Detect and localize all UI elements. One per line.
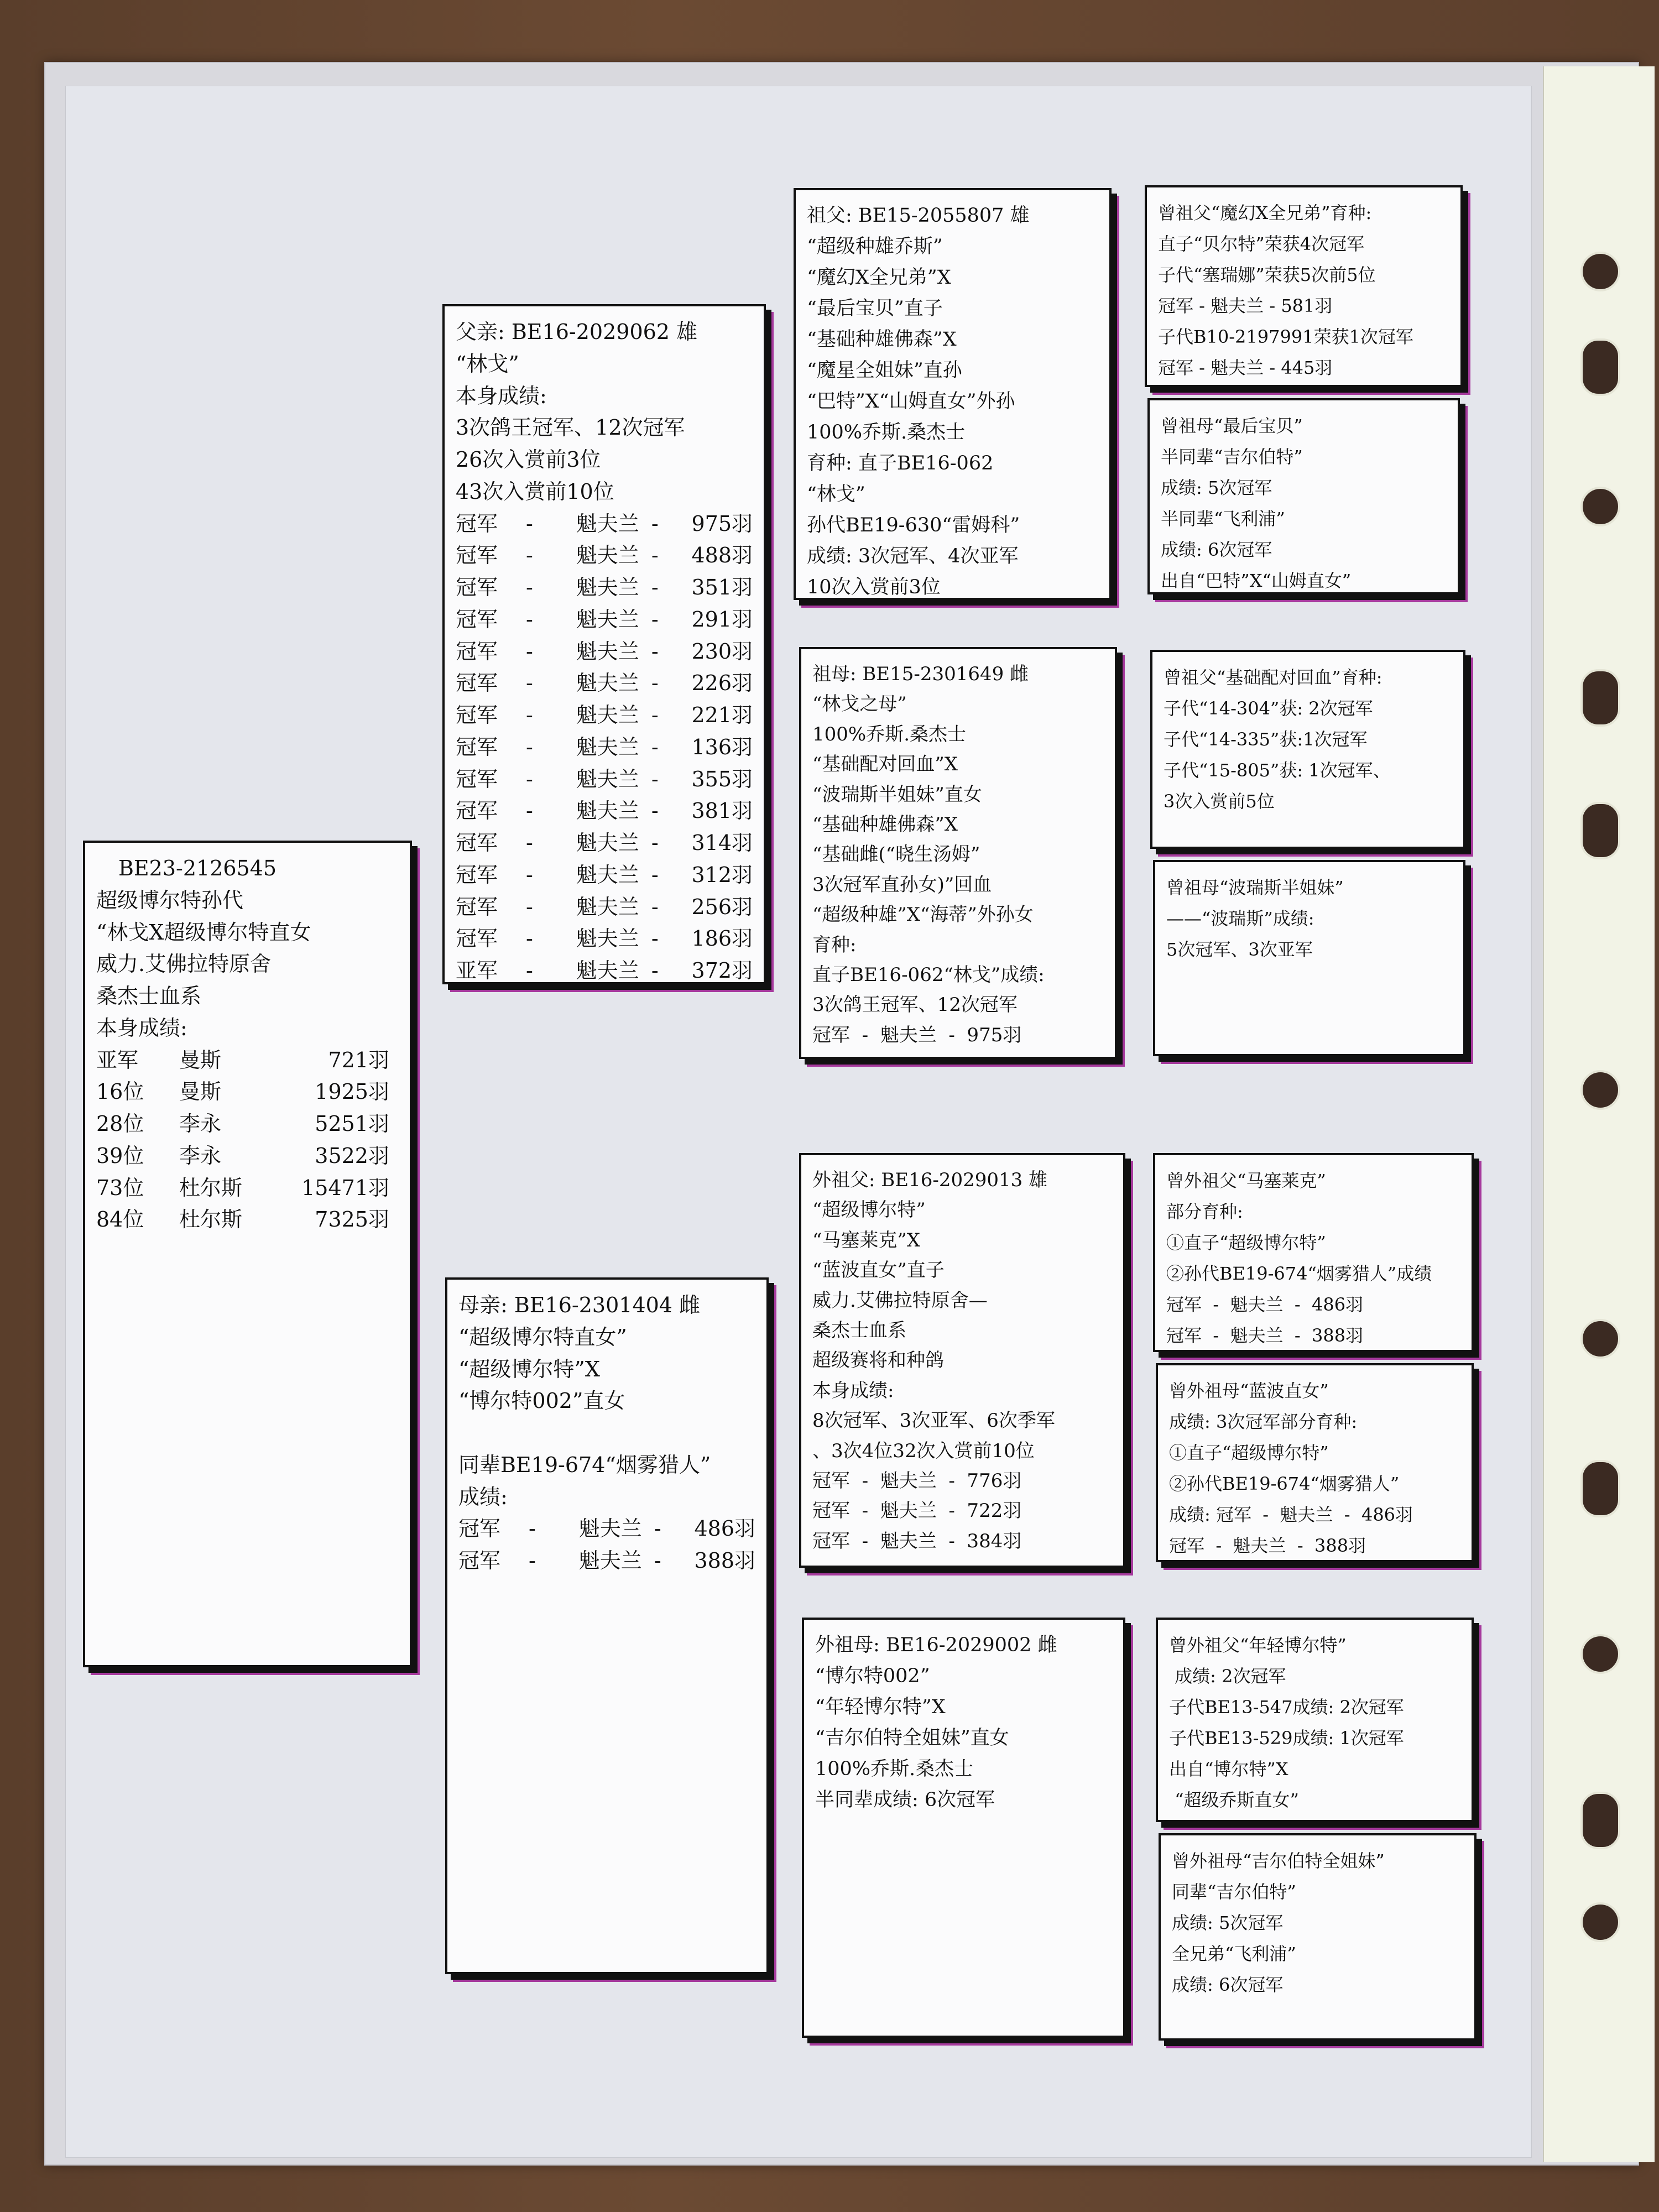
box-line: 育种: bbox=[812, 933, 857, 956]
box-line: 曾祖父“魔幻X全兄弟”育种: bbox=[1158, 202, 1372, 223]
box-line: 成绩: 冠军 - 魁夫兰 - 486羽 bbox=[1169, 1504, 1413, 1525]
result-row bbox=[456, 667, 753, 700]
result-rank: 冠军 bbox=[456, 639, 498, 664]
mother-line: 成绩: bbox=[458, 1484, 508, 1509]
great-grandfather-lines bbox=[1155, 1155, 1472, 1352]
box-line: 子代BE13-529成绩: 1次冠军 bbox=[1169, 1728, 1404, 1749]
box-line: 子代“15-805”获: 1次冠军、 bbox=[1164, 760, 1391, 781]
box-line: 100%乔斯.桑杰士 bbox=[812, 723, 967, 745]
result-birds: 291羽 bbox=[691, 607, 753, 632]
box-line: 曾外祖父“年轻博尔特” bbox=[1169, 1635, 1347, 1656]
father-line: 3次鸽王冠军、12次冠军 bbox=[456, 415, 685, 440]
result-place: 魁夫兰 bbox=[576, 734, 639, 759]
result-birds: 355羽 bbox=[691, 766, 753, 791]
box-line: “林戈之母” bbox=[812, 693, 907, 716]
box-line: “马塞莱克”X bbox=[812, 1229, 920, 1251]
result-place: 魁夫兰 bbox=[576, 862, 639, 887]
grandfather-box bbox=[794, 188, 1112, 600]
result-birds: 975羽 bbox=[691, 511, 753, 536]
father-results bbox=[456, 508, 753, 985]
box-line: 8次冠军、3次亚军、6次季军 bbox=[812, 1410, 1055, 1432]
subject-line: 威力.艾佛拉特原舍 bbox=[96, 952, 272, 977]
result-birds: 186羽 bbox=[691, 926, 753, 951]
great-grandfather-lines bbox=[1152, 652, 1463, 827]
box-line: 冠军 - 魁夫兰 - 486羽 bbox=[1166, 1294, 1364, 1315]
result-place: 魁夫兰 bbox=[576, 639, 639, 664]
box-line: 本身成绩: bbox=[812, 1379, 894, 1402]
result-dash2: - bbox=[651, 958, 659, 983]
mother-header: 母亲: BE16-2301404 雌 bbox=[458, 1293, 701, 1317]
box-header: 外祖母: BE16-2029002 雌 bbox=[815, 1634, 1057, 1656]
box-line: 半同辈成绩: 6次冠军 bbox=[815, 1789, 995, 1811]
result-rank: 冠军 bbox=[456, 799, 498, 823]
great-grandmother-box bbox=[1153, 860, 1465, 1056]
result-dash1: - bbox=[526, 894, 533, 919]
father-line: 本身成绩: bbox=[456, 383, 547, 408]
box-line: “超级种雄”X“海蒂”外孙女 bbox=[812, 904, 1034, 926]
father-box bbox=[442, 304, 766, 984]
box-line: 孙代BE19-630“雷姆科” bbox=[807, 514, 1020, 536]
mother-box bbox=[445, 1277, 769, 1974]
box-line: 半同辈“吉尔伯特” bbox=[1161, 446, 1303, 467]
result-row bbox=[456, 636, 753, 668]
box-line: ①直子“超级博尔特” bbox=[1169, 1442, 1329, 1463]
result-dash2: - bbox=[651, 575, 659, 599]
result-place: 魁夫兰 bbox=[576, 831, 639, 855]
box-line: 曾外祖父“马塞莱克” bbox=[1166, 1170, 1326, 1191]
box-line: 100%乔斯.桑杰士 bbox=[807, 421, 966, 444]
result-dash2: - bbox=[651, 639, 659, 664]
great-grandmother-box bbox=[1147, 398, 1460, 594]
great-grandmother-lines bbox=[1161, 1835, 1474, 2010]
result-dash1: - bbox=[526, 511, 533, 536]
box-line: 子代“14-335”获:1次冠军 bbox=[1164, 729, 1368, 750]
box-line: ②孙代BE19-674“烟雾猎人”成绩 bbox=[1166, 1263, 1432, 1284]
binder-hole bbox=[1580, 1902, 1620, 1942]
result-rank: 冠军 bbox=[456, 511, 498, 536]
father-header: 父亲: BE16-2029062 雄 bbox=[456, 320, 698, 344]
box-line: 桑杰士血系 bbox=[812, 1319, 906, 1342]
maternal-grandfather-box bbox=[799, 1153, 1125, 1568]
result-birds: 136羽 bbox=[691, 734, 753, 759]
result-row bbox=[456, 732, 753, 764]
result-birds: 312羽 bbox=[691, 862, 753, 887]
box-line: 成绩: 3次冠军、4次亚军 bbox=[807, 545, 1019, 567]
result-place: 魁夫兰 bbox=[576, 575, 639, 599]
result-place: 魁夫兰 bbox=[576, 511, 639, 536]
result-dash1: - bbox=[526, 703, 533, 727]
box-line: 曾祖父“基础配对回血”育种: bbox=[1164, 667, 1383, 688]
result-dash1: - bbox=[529, 1548, 536, 1573]
box-header: 祖母: BE15-2301649 雌 bbox=[812, 663, 1029, 685]
great-grandmother-box bbox=[1156, 1363, 1474, 1562]
box-line: 直子BE16-062“林戈”成绩: bbox=[812, 963, 1045, 986]
result-birds: 488羽 bbox=[691, 543, 753, 568]
binder-hole bbox=[1580, 1319, 1620, 1359]
subject-ring: BE23-2126545 bbox=[118, 856, 277, 880]
box-line: 同辈“吉尔伯特” bbox=[1172, 1881, 1296, 1902]
mother-line bbox=[458, 1417, 755, 1449]
subject-line: 桑杰士血系 bbox=[96, 984, 202, 1008]
box-line: “超级博尔特” bbox=[812, 1199, 926, 1222]
box-line: 曾外祖母“吉尔伯特全姐妹” bbox=[1172, 1850, 1385, 1871]
box-line: ——“波瑞斯”成绩: bbox=[1166, 908, 1314, 929]
great-grandfather-box bbox=[1156, 1618, 1474, 1822]
box-line: 出自“巴特”X“山姆直女” bbox=[1161, 570, 1352, 591]
subject-line: 本身成绩: bbox=[96, 1015, 187, 1040]
box-line: 5次冠军、3次亚军 bbox=[1166, 939, 1313, 960]
box-header: 外祖父: BE16-2029013 雄 bbox=[812, 1169, 1048, 1191]
mother-results bbox=[458, 1513, 755, 1577]
result-rank: 冠军 bbox=[456, 543, 498, 568]
result-dash1: - bbox=[526, 926, 533, 951]
box-line: 成绩: 6次冠军 bbox=[1172, 1974, 1284, 1995]
result-dash1: - bbox=[526, 575, 533, 599]
box-line: 子代B10-2197991荣获1次冠军 bbox=[1158, 326, 1413, 347]
box-line: 冠军 - 魁夫兰 - 975羽 bbox=[812, 1024, 1022, 1046]
result-dash2: - bbox=[651, 607, 659, 632]
subject-line: “林戈X超级博尔特直女 bbox=[96, 920, 311, 945]
box-line: 成绩: 5次冠军 bbox=[1172, 1912, 1284, 1933]
result-dash1: - bbox=[526, 734, 533, 759]
box-line: 成绩: 2次冠军 bbox=[1169, 1666, 1286, 1687]
father-line: 43次入赏前10位 bbox=[456, 479, 614, 504]
result-dash2: - bbox=[651, 511, 659, 536]
result-rank: 冠军 bbox=[458, 1516, 501, 1541]
result-row bbox=[456, 700, 753, 732]
box-line: “吉尔伯特全姐妹”直女 bbox=[815, 1727, 1009, 1749]
result-place: 魁夫兰 bbox=[576, 799, 639, 823]
result-place: 魁夫兰 bbox=[576, 958, 639, 983]
result-dash1: - bbox=[526, 543, 533, 568]
result-row bbox=[456, 827, 753, 859]
result-row: 84位 杜尔斯 7325羽 bbox=[96, 1207, 389, 1232]
box-line: 成绩: 6次冠军 bbox=[1161, 539, 1272, 560]
result-rank: 冠军 bbox=[456, 831, 498, 855]
box-line: 曾祖母“最后宝贝” bbox=[1161, 415, 1303, 436]
result-birds: 230羽 bbox=[691, 639, 753, 664]
result-dash1: - bbox=[526, 958, 533, 983]
result-birds: 388羽 bbox=[694, 1548, 755, 1573]
result-birds: 226羽 bbox=[691, 671, 753, 696]
result-dash2: - bbox=[651, 671, 659, 696]
box-line: 威力.艾佛拉特原舍— bbox=[812, 1289, 988, 1312]
box-line: 曾祖母“波瑞斯半姐妹” bbox=[1166, 877, 1344, 898]
binder-hole bbox=[1580, 1792, 1620, 1849]
box-line: 冠军 - 魁夫兰 - 384羽 bbox=[812, 1530, 1022, 1552]
mother-line: “博尔特002”直女 bbox=[458, 1389, 625, 1413]
box-line: 出自“博尔特”X bbox=[1169, 1759, 1288, 1780]
grandmother-lines bbox=[801, 649, 1115, 1059]
box-line: 子代“14-304”获: 2次冠军 bbox=[1164, 698, 1373, 719]
binder-hole bbox=[1580, 487, 1620, 526]
great-grandfather-box bbox=[1153, 1153, 1474, 1352]
result-rank: 冠军 bbox=[456, 926, 498, 951]
result-place: 魁夫兰 bbox=[576, 703, 639, 727]
mother-line: “超级博尔特直女” bbox=[458, 1324, 627, 1349]
result-birds: 351羽 bbox=[691, 575, 753, 599]
great-grandfather-box bbox=[1150, 650, 1465, 849]
result-rank: 冠军 bbox=[456, 671, 498, 696]
result-dash2: - bbox=[651, 799, 659, 823]
father-line: “林戈” bbox=[456, 351, 519, 376]
great-grandmother-lines bbox=[1155, 862, 1463, 975]
box-line: 成绩: 3次冠军部分育种: bbox=[1169, 1411, 1358, 1432]
binder-hole bbox=[1580, 1070, 1620, 1110]
box-line: 子代“塞瑞娜”荣获5次前5位 bbox=[1158, 264, 1376, 285]
result-dash1: - bbox=[526, 831, 533, 855]
result-place: 魁夫兰 bbox=[576, 894, 639, 919]
binder-hole bbox=[1580, 338, 1620, 396]
result-rank: 亚军 bbox=[456, 958, 498, 983]
binder-hole bbox=[1580, 1460, 1620, 1517]
maternal-grandfather-lines bbox=[801, 1155, 1123, 1566]
box-line: 100%乔斯.桑杰士 bbox=[815, 1758, 974, 1780]
result-place: 魁夫兰 bbox=[578, 1516, 642, 1541]
result-place: 魁夫兰 bbox=[576, 671, 639, 696]
result-dash2: - bbox=[651, 926, 659, 951]
box-line: 直子“贝尔特”荣获4次冠军 bbox=[1158, 233, 1365, 254]
result-row bbox=[456, 859, 753, 891]
result-dash1: - bbox=[526, 607, 533, 632]
mother-line: 同辈BE19-674“烟雾猎人” bbox=[458, 1452, 711, 1477]
result-row: 28位 李永 5251羽 bbox=[96, 1112, 389, 1136]
binder-hole bbox=[1580, 1634, 1620, 1674]
result-row bbox=[456, 508, 753, 540]
result-dash2: - bbox=[654, 1516, 661, 1541]
box-line: 3次冠军直孙女)”回血 bbox=[812, 873, 992, 896]
box-line: 10次入赏前3位 bbox=[807, 576, 941, 598]
result-dash2: - bbox=[654, 1548, 661, 1573]
box-header: 祖父: BE15-2055807 雄 bbox=[807, 205, 1030, 227]
great-grandfather-box bbox=[1145, 185, 1463, 387]
result-row bbox=[458, 1513, 755, 1545]
result-dash1: - bbox=[526, 639, 533, 664]
box-line: 半同辈“飞利浦” bbox=[1161, 508, 1285, 529]
box-line: 曾外祖母“蓝波直女” bbox=[1169, 1380, 1329, 1401]
result-rank: 冠军 bbox=[456, 894, 498, 919]
result-place: 魁夫兰 bbox=[576, 766, 639, 791]
result-rank: 冠军 bbox=[456, 575, 498, 599]
result-dash2: - bbox=[651, 894, 659, 919]
result-dash1: - bbox=[526, 862, 533, 887]
box-line: 成绩: 5次冠军 bbox=[1161, 477, 1272, 498]
box-line: 超级赛将和种鸽 bbox=[812, 1349, 944, 1372]
box-line: ①直子“超级博尔特” bbox=[1166, 1232, 1326, 1253]
result-row: 73位 杜尔斯 15471羽 bbox=[96, 1175, 389, 1200]
grandmother-box bbox=[799, 647, 1117, 1059]
result-row bbox=[456, 923, 753, 955]
box-line: “博尔特002” bbox=[815, 1665, 930, 1687]
box-line: “波瑞斯半姐妹”直女 bbox=[812, 783, 982, 806]
box-line: “魔幻X全兄弟”X bbox=[807, 267, 951, 289]
result-rank: 冠军 bbox=[458, 1548, 501, 1573]
result-rank: 冠军 bbox=[456, 703, 498, 727]
result-place: 魁夫兰 bbox=[576, 543, 639, 568]
great-grandfather-lines bbox=[1147, 187, 1460, 387]
box-line: 冠军 - 魁夫兰 - 722羽 bbox=[812, 1500, 1022, 1522]
box-line: “巴特”X“山姆直女”外孙 bbox=[807, 390, 1015, 413]
great-grandmother-lines bbox=[1150, 400, 1458, 594]
box-line: 、3次4位32次入赏前10位 bbox=[812, 1439, 1035, 1462]
box-line: “魔星全姐妹”直孙 bbox=[807, 359, 962, 382]
result-rank: 冠军 bbox=[456, 862, 498, 887]
result-rank: 冠军 bbox=[456, 766, 498, 791]
result-dash1: - bbox=[529, 1516, 536, 1541]
result-row: 亚军 曼斯 721羽 bbox=[96, 1047, 389, 1072]
box-line: 育种: 直子BE16-062 bbox=[807, 452, 994, 474]
box-line: “年轻博尔特”X bbox=[815, 1696, 946, 1718]
box-line: 冠军 - 魁夫兰 - 388羽 bbox=[1166, 1325, 1364, 1346]
box-line: 冠军 - 魁夫兰 - 445羽 bbox=[1158, 357, 1333, 378]
box-line: 子代BE13-547成绩: 2次冠军 bbox=[1169, 1697, 1404, 1718]
box-line: “林戈” bbox=[807, 483, 865, 505]
great-grandmother-lines bbox=[1158, 1365, 1472, 1562]
maternal-grandmother-box bbox=[802, 1618, 1125, 2038]
box-line: “基础雌(“晓生汤姆” bbox=[812, 843, 980, 866]
box-line: ②孙代BE19-674“烟雾猎人” bbox=[1169, 1473, 1400, 1494]
box-line: “基础种雄佛森”X bbox=[807, 328, 957, 351]
result-rank: 冠军 bbox=[456, 607, 498, 632]
result-row bbox=[456, 572, 753, 604]
maternal-grandmother-lines bbox=[804, 1620, 1123, 1825]
result-row bbox=[456, 540, 753, 572]
result-rank: 冠军 bbox=[456, 734, 498, 759]
box-line: 3次入赏前5位 bbox=[1164, 791, 1275, 812]
grandfather-lines bbox=[796, 190, 1109, 600]
result-dash2: - bbox=[651, 543, 659, 568]
binder-hole bbox=[1580, 252, 1620, 291]
result-place: 魁夫兰 bbox=[578, 1548, 642, 1573]
great-grandmother-box bbox=[1159, 1833, 1477, 2041]
result-birds: 221羽 bbox=[691, 703, 753, 727]
box-line: “基础配对回血”X bbox=[812, 753, 958, 776]
result-row bbox=[456, 604, 753, 636]
result-birds: 486羽 bbox=[694, 1516, 755, 1541]
result-row bbox=[456, 795, 753, 827]
subject-box bbox=[83, 841, 412, 1667]
box-line: 全兄弟“飞利浦” bbox=[1172, 1943, 1296, 1964]
result-dash2: - bbox=[651, 831, 659, 855]
box-line: “超级种雄乔斯” bbox=[807, 236, 943, 258]
binder-hole bbox=[1580, 669, 1620, 727]
box-line: 3次鸽王冠军、12次冠军 bbox=[812, 994, 1018, 1016]
result-dash2: - bbox=[651, 862, 659, 887]
box-line: “蓝波直女”直子 bbox=[812, 1259, 945, 1282]
box-line: “超级乔斯直女” bbox=[1169, 1790, 1299, 1811]
box-line: “最后宝贝”直子 bbox=[807, 298, 943, 320]
box-line: “基础种雄佛森”X bbox=[812, 813, 958, 836]
result-birds: 372羽 bbox=[691, 958, 753, 983]
box-line: 冠军 - 魁夫兰 - 388羽 bbox=[1169, 1535, 1366, 1556]
result-birds: 314羽 bbox=[691, 831, 753, 855]
result-place: 魁夫兰 bbox=[576, 926, 639, 951]
subject-line: 超级博尔特孙代 bbox=[96, 888, 244, 912]
result-dash2: - bbox=[651, 766, 659, 791]
result-row bbox=[456, 955, 753, 984]
result-row: 39位 李永 3522羽 bbox=[96, 1143, 389, 1168]
result-row bbox=[456, 891, 753, 924]
great-grandfather-lines bbox=[1158, 1620, 1472, 1822]
result-dash1: - bbox=[526, 671, 533, 696]
result-dash1: - bbox=[526, 766, 533, 791]
result-row bbox=[456, 764, 753, 796]
box-line: 部分育种: bbox=[1166, 1201, 1243, 1222]
result-dash2: - bbox=[651, 734, 659, 759]
result-birds: 256羽 bbox=[691, 894, 753, 919]
result-place: 魁夫兰 bbox=[576, 607, 639, 632]
result-row: 16位 曼斯 1925羽 bbox=[96, 1079, 389, 1104]
result-row bbox=[458, 1545, 755, 1577]
box-line: 冠军 - 魁夫兰 - 581羽 bbox=[1158, 295, 1333, 316]
binder-hole bbox=[1580, 802, 1620, 859]
father-line: 26次入赏前3位 bbox=[456, 447, 601, 472]
result-dash1: - bbox=[526, 799, 533, 823]
box-line: 冠军 - 魁夫兰 - 776羽 bbox=[812, 1469, 1022, 1492]
mother-line: “超级博尔特”X bbox=[458, 1357, 600, 1381]
result-birds: 381羽 bbox=[691, 799, 753, 823]
result-dash2: - bbox=[651, 703, 659, 727]
